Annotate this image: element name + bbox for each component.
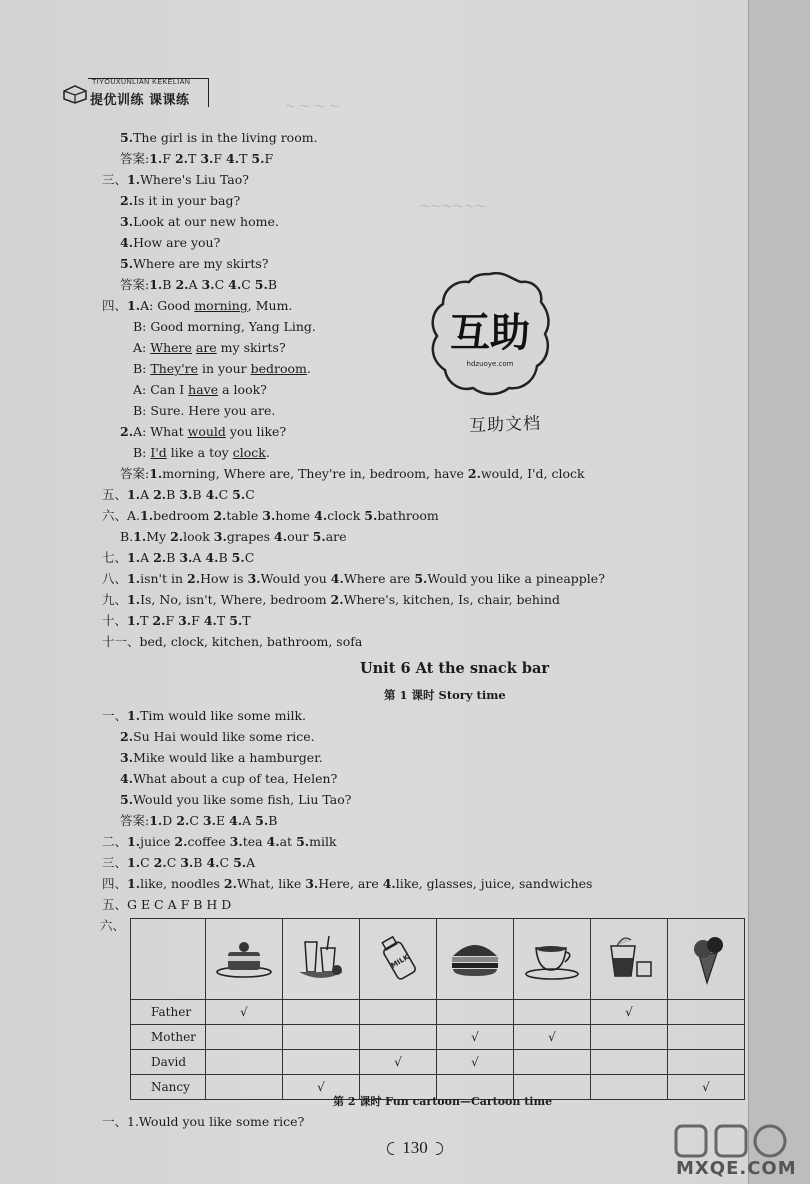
answer-text: 4. (206, 855, 220, 870)
answer-text: 3. (202, 813, 216, 828)
answer-text: 3. (200, 151, 214, 166)
answer-text: 4. (330, 571, 344, 586)
answer-text: What, like (236, 876, 306, 891)
answer-line (133, 319, 316, 335)
answer-text: B (162, 277, 176, 292)
answer-text: Is it in your bag? (133, 193, 241, 208)
answer-text: 六、A. (102, 508, 141, 523)
answer-text: look (183, 529, 214, 544)
answer-text: 4. (266, 834, 280, 849)
answer-text: my skirts? (216, 340, 286, 355)
answer-text: E (215, 813, 230, 828)
answer-text: are (325, 529, 347, 544)
check-mark: √ (471, 1055, 479, 1069)
answer-text: B (192, 487, 206, 502)
table-row (131, 1000, 745, 1025)
answer-text: 4. (120, 771, 134, 786)
answer-text: like a toy (166, 445, 233, 460)
answer-line (102, 298, 292, 314)
answer-text: C (218, 487, 233, 502)
answer-text: 3. (213, 529, 227, 544)
answer-text: B: Sure. Here you are. (133, 403, 276, 418)
answer-text: 4. (228, 277, 242, 292)
answer-line (102, 834, 337, 850)
answer-line (102, 708, 306, 724)
logo-pinyin: TIYOUXUNLIAN KEKELIAN (92, 79, 191, 86)
answer-line (133, 340, 286, 356)
answer-text: Where's Liu Tao? (140, 172, 249, 187)
answer-text: home (275, 508, 315, 523)
ice-cream-icon (668, 919, 745, 1000)
answer-text: 5. (120, 130, 134, 145)
ice-coffee-icon (591, 919, 668, 1000)
answer-text: Would you like a pineapple? (427, 571, 605, 586)
answer-line (102, 855, 255, 871)
answer-line (120, 466, 585, 482)
answer-text: 4. (382, 876, 396, 891)
answer-line (102, 876, 592, 892)
answer-text: C (245, 487, 255, 502)
answer-text: A (140, 550, 154, 565)
answer-text: How are you? (133, 235, 221, 250)
table-cell (437, 1025, 514, 1050)
answer-line (120, 235, 220, 251)
answer-text: F (191, 613, 204, 628)
answer-text: clock (232, 445, 266, 460)
answer-text: 3. (262, 508, 276, 523)
answer-text: B: Good morning, Yang Ling. (133, 319, 316, 334)
answer-text: A: Can I (133, 382, 189, 397)
answer-text: 2. (176, 813, 190, 828)
answer-text: F (264, 151, 274, 166)
answer-text: 5. (312, 529, 326, 544)
answer-text: 二、 (102, 834, 128, 849)
answer-text: , Mum. (247, 298, 293, 313)
answer-text: morning, Where are, They're in, bedroom, have (162, 466, 468, 481)
answer-line (120, 256, 269, 272)
answer-text: 5. (296, 834, 310, 849)
answer-text: 2. (120, 193, 134, 208)
answer-text: 七、 (102, 550, 128, 565)
answer-text: at (279, 834, 297, 849)
person-name: Father (131, 1000, 206, 1025)
answer-text: 1. (149, 151, 163, 166)
answer-text: B (166, 487, 180, 502)
answer-text: juice (140, 834, 175, 849)
answer-line (120, 750, 323, 766)
table-cell (437, 1000, 514, 1025)
answer-text: F (162, 151, 175, 166)
answer-text: 3. (180, 855, 194, 870)
answer-text: T (216, 613, 230, 628)
answer-line (102, 487, 255, 503)
answer-text: morning (194, 298, 248, 313)
answer-line (102, 897, 231, 913)
answer-text: 四、 (102, 876, 128, 891)
answer-line (102, 634, 362, 650)
answer-line (102, 613, 251, 629)
answer-text: 五、 (102, 487, 128, 502)
table-cell (668, 1050, 745, 1075)
stamp-url: hdzuoye.com (466, 360, 514, 368)
answer-text: 1. (127, 592, 141, 607)
bleed-through-text: ～ ～ ～ ～ (285, 100, 340, 113)
answer-text: Tim would like some milk. (140, 708, 306, 723)
answer-text: 1. (127, 487, 141, 502)
answer-text: 3. (229, 834, 243, 849)
check-mark: √ (317, 1080, 325, 1094)
answer-text: are (195, 340, 217, 355)
answer-line (120, 529, 347, 545)
watermark-text: MXQE.COM (676, 1158, 797, 1179)
answer-text: 4. (226, 151, 240, 166)
answer-text: 3. (120, 214, 134, 229)
tea-icon (514, 919, 591, 1000)
answer-text: 2. (467, 466, 481, 481)
answer-line (102, 508, 439, 524)
answer-text: The girl is in the living room. (133, 130, 318, 145)
svg-text:MILK: MILK (389, 952, 411, 970)
answer-text: 2. (170, 529, 184, 544)
answer-text: C (189, 813, 203, 828)
answer-text: 1. (127, 298, 141, 313)
answer-text: 2. (213, 508, 227, 523)
table-cell (283, 1050, 360, 1075)
answer-text: T (239, 151, 252, 166)
answer-text: would, I'd, clock (480, 466, 585, 481)
corner-cell (131, 919, 206, 1000)
answer-text: A (188, 277, 202, 292)
answer-text: 5. (251, 151, 265, 166)
answer-line (102, 172, 249, 188)
table-cell (437, 1050, 514, 1075)
table-cell (591, 1075, 668, 1100)
answer-text: 2. (174, 151, 188, 166)
answer-text: bathroom (377, 508, 439, 523)
check-mark: √ (240, 1005, 248, 1019)
answer-text: 2. (152, 613, 166, 628)
answer-line (120, 277, 277, 293)
table-cell (591, 1025, 668, 1050)
answer-line (120, 729, 315, 745)
answer-text: Where's, kitchen, Is, chair, behind (343, 592, 560, 607)
answer-text: 1. (127, 550, 141, 565)
answer-text: 4. (203, 613, 217, 628)
answer-text: Where are (343, 571, 415, 586)
answer-text: 答案: (120, 277, 150, 292)
answer-text: 1. (149, 466, 163, 481)
answer-line (120, 424, 286, 440)
answer-text: T (188, 151, 201, 166)
table-cell (668, 1075, 745, 1100)
table-cell (668, 1000, 745, 1025)
answer-text: would (187, 424, 226, 439)
answer-text: 2. (174, 834, 188, 849)
answer-text: 3. (179, 550, 193, 565)
answer-line (133, 382, 267, 398)
answer-text: like, noodles (140, 876, 224, 891)
check-mark: √ (702, 1080, 710, 1094)
answer-text: A (246, 855, 256, 870)
lesson2-title: 第 2 课时 Fun cartoon—Cartoon time (333, 1095, 553, 1108)
answer-text: 2. (120, 424, 134, 439)
stamp-caption: 互助文档 (468, 413, 542, 437)
bleed-through-text: ～～～～～～ (420, 200, 486, 213)
answer-text: Mike would like a hamburger. (133, 750, 323, 765)
answer-text: have (188, 382, 219, 397)
table-cell (360, 1025, 437, 1050)
book-box-icon (62, 84, 88, 104)
answer-text: 4. (120, 235, 134, 250)
watermark-logo-icon (672, 1122, 792, 1160)
answer-text: 1. (140, 508, 154, 523)
check-mark: √ (625, 1005, 633, 1019)
answer-text: 答案: (120, 466, 150, 481)
answer-text: tea (242, 834, 267, 849)
table-cell (206, 1025, 283, 1050)
answer-line (120, 151, 273, 167)
table-cell (283, 1025, 360, 1050)
answer-text: 4. (274, 529, 288, 544)
answer-text: 三、 (102, 855, 128, 870)
answer-text: 一、 (102, 708, 128, 723)
answer-text: 十、 (102, 613, 128, 628)
answer-text: 5. (231, 550, 245, 565)
answer-text: 1. (127, 172, 141, 187)
person-name: Mother (131, 1025, 206, 1050)
check-mark: √ (471, 1030, 479, 1044)
answer-text: 5. (120, 256, 134, 271)
answer-text: you like? (225, 424, 287, 439)
answer-text: C (219, 855, 234, 870)
answer-text: clock (327, 508, 365, 523)
mxqe-watermark (672, 1122, 802, 1182)
hudong-stamp-logo (425, 268, 555, 398)
answer-text: 九、 (102, 592, 128, 607)
answer-text: grapes (226, 529, 275, 544)
answer-text: 5. (255, 813, 269, 828)
check-mark: √ (394, 1055, 402, 1069)
answer-text: A: (133, 340, 151, 355)
answer-text: 3. (178, 613, 192, 628)
answer-text: What about a cup of tea, Helen? (133, 771, 338, 786)
answer-text: A (242, 813, 256, 828)
table-cell (591, 1000, 668, 1025)
answer-line (120, 214, 279, 230)
answer-text: bedroom (250, 361, 307, 376)
answer-text: coffee (187, 834, 230, 849)
answer-text: 1. (127, 708, 141, 723)
food-preference-table (130, 918, 745, 1100)
answer-text: 3. (201, 277, 215, 292)
table-cell (668, 1025, 745, 1050)
answer-text: 答案: (120, 151, 150, 166)
answer-line (102, 592, 560, 608)
lesson1-title: 第 1 课时 Story time (384, 688, 506, 702)
answer-line (102, 571, 605, 587)
answer-text: F (213, 151, 227, 166)
answer-text: 2. (187, 571, 201, 586)
answer-text: 2. (120, 729, 134, 744)
answer-text: 2. (153, 550, 167, 565)
answer-text: C (140, 855, 154, 870)
answer-text: table (226, 508, 263, 523)
answer-text: Would you like some fish, Liu Tao? (133, 792, 352, 807)
answer-line (133, 403, 275, 419)
answer-text: like, glasses, juice, sandwiches (395, 876, 593, 891)
answer-text: A: What (133, 424, 188, 439)
answer-text: How is (200, 571, 248, 586)
answer-text: 三、 (102, 172, 128, 187)
answer-text: D (162, 813, 177, 828)
answer-text: 1. (127, 571, 141, 586)
answer-line (102, 550, 254, 566)
answer-text: B: (133, 361, 151, 376)
answer-text: 1. (127, 855, 141, 870)
drinks-icon (283, 919, 360, 1000)
answer-text: 2. (175, 277, 189, 292)
answer-text: 1. (127, 613, 141, 628)
answer-text: Look at our new home. (133, 214, 279, 229)
answer-line (120, 130, 318, 146)
answer-text: 3. (305, 876, 319, 891)
answer-text: A (140, 487, 154, 502)
table-row (131, 1025, 745, 1050)
answer-text: 十一、bed, clock, kitchen, bathroom, sofa (102, 634, 363, 649)
answer-text: C (166, 855, 181, 870)
answer-text: A: Good (140, 298, 195, 313)
answer-text: a look? (218, 382, 267, 397)
answer-text: My (146, 529, 171, 544)
answer-text: 5. (364, 508, 378, 523)
answer-text: Where (150, 340, 192, 355)
table-cell (514, 1000, 591, 1025)
answer-text: 答案: (120, 813, 150, 828)
adjacent-page-edge (748, 0, 810, 1184)
table-cell (591, 1050, 668, 1075)
answer-text: Is, No, isn't, Where, bedroom (140, 592, 331, 607)
answer-text: 1. (149, 277, 163, 292)
table-row (131, 1050, 745, 1075)
answer-text: 2. (223, 876, 237, 891)
person-name: Nancy (131, 1075, 206, 1100)
answer-text: 5. (120, 792, 134, 807)
table-section-label: 六、 (100, 918, 126, 933)
answer-text: F (165, 613, 179, 628)
check-mark: √ (548, 1030, 556, 1044)
answer-text: 1. (133, 529, 147, 544)
table-cell (360, 1050, 437, 1075)
answer-text: B (193, 855, 207, 870)
table-cell (514, 1050, 591, 1075)
answer-text: 1. (127, 834, 141, 849)
answer-text: T (140, 613, 153, 628)
answer-text: 2. (153, 487, 167, 502)
answer-text: 2. (153, 855, 167, 870)
answer-text: B: (133, 445, 151, 460)
answer-text: C (241, 277, 255, 292)
answer-text: 3. (247, 571, 261, 586)
answer-text: C (214, 277, 229, 292)
unit-title: Unit 6 At the snack bar (360, 660, 550, 677)
table-cell (514, 1025, 591, 1050)
answer-text: 4. (314, 508, 328, 523)
series-logo (62, 78, 210, 108)
answer-text: 4. (229, 813, 243, 828)
answer-text: milk (309, 834, 337, 849)
lesson2-first-line: 一、1.Would you like some rice? (102, 1114, 305, 1129)
answer-text: 4. (205, 487, 219, 502)
answer-text: 2. (330, 592, 344, 607)
answer-text: 1. (149, 813, 163, 828)
cake-icon (206, 919, 283, 1000)
answer-line (133, 445, 270, 461)
answer-text: B (166, 550, 180, 565)
answer-text: Here, are (318, 876, 383, 891)
answer-text: 五、G E C A F B H D (102, 897, 232, 912)
table-cell (206, 1075, 283, 1100)
page-number: 130 (393, 1138, 437, 1158)
answer-text: B (268, 813, 278, 828)
answer-text: C (244, 550, 255, 565)
answer-text: B. (120, 529, 134, 544)
table-header-row (131, 919, 745, 1000)
answer-line (120, 193, 240, 209)
answer-text: T (242, 613, 251, 628)
answer-line (133, 361, 311, 377)
answer-text: . (306, 361, 311, 376)
answer-text: 5. (232, 487, 246, 502)
answer-text: 4. (205, 550, 219, 565)
person-name: David (131, 1050, 206, 1075)
stamp-big-text: 互助 (450, 310, 530, 356)
answer-text: B (218, 550, 232, 565)
answer-text: 3. (120, 750, 134, 765)
answer-text: Su Hai would like some rice. (133, 729, 315, 744)
answer-text: 5. (254, 277, 268, 292)
answer-text: 1. (127, 876, 141, 891)
answer-text: 八、 (102, 571, 128, 586)
table-cell (206, 1000, 283, 1025)
answer-text: . (265, 445, 270, 460)
hamburger-icon (437, 919, 514, 1000)
answer-text: They're (150, 361, 199, 376)
answer-text: I'd (150, 445, 167, 460)
answer-line (120, 771, 337, 787)
answer-text: 3. (179, 487, 193, 502)
answer-text: Where are my skirts? (133, 256, 269, 271)
answer-text: 5. (414, 571, 428, 586)
answer-text: in your (198, 361, 251, 376)
answer-text: 5. (233, 855, 247, 870)
table-cell (283, 1000, 360, 1025)
answer-line (120, 813, 277, 829)
table-cell (360, 1000, 437, 1025)
answer-text: bedroom (153, 508, 214, 523)
milk-icon (360, 919, 437, 1000)
answer-text: 5. (229, 613, 243, 628)
table-cell (206, 1050, 283, 1075)
answer-text: 四、 (102, 298, 128, 313)
answer-text: Would you (260, 571, 331, 586)
answer-text: our (287, 529, 313, 544)
answer-line (120, 792, 351, 808)
logo-title: 提优训练 课课练 (90, 93, 190, 108)
answer-text: B (267, 277, 277, 292)
answer-text: A (192, 550, 206, 565)
answer-text: isn't in (140, 571, 187, 586)
